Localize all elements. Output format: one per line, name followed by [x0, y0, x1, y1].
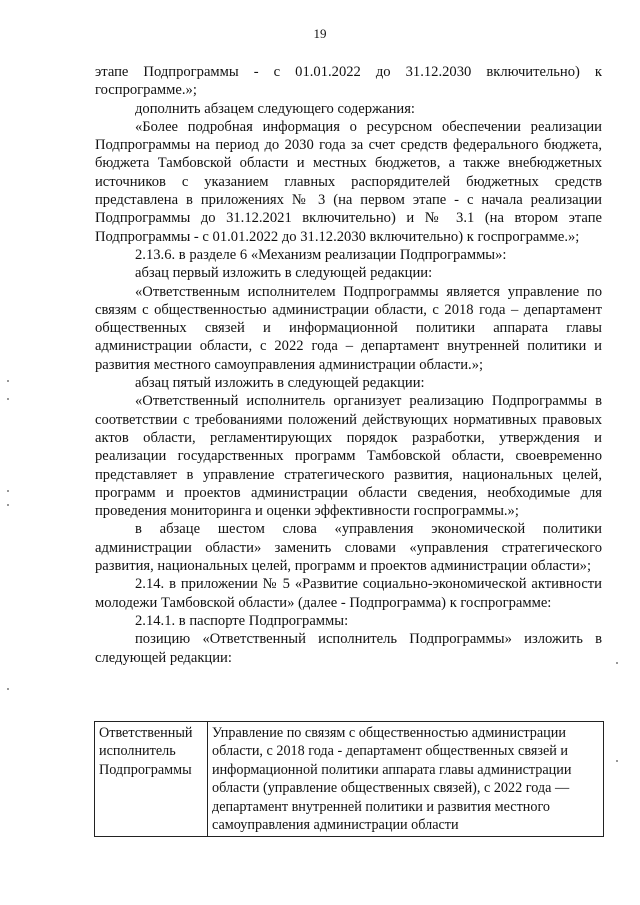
paragraph-8: «Ответственный исполнитель организует реализацию Подпрограммы в соответствии с требованиями положений действующих нормативных правовых актов области, регламентирующих порядок разработки, утверждения и реализации государственных программ Тамбовской области, своевременно представляет в управление стратегического развития, национальных целей, программ и проектов администрации области сведения, необходимые для проведения мониторинга и оценки эффективности госпрограммы.»;	[95, 393, 602, 520]
paragraph-1: этапе Подпрограммы - с 01.01.2022 до 31.12.2030 включительно) к госпрограмме.»;	[95, 64, 602, 99]
paragraph-9: в абзаце шестом слова «управления экономической политики администрации области» заменить словами «управления стратегического развития, национальных целей, программ и проектов администрации области»;	[95, 521, 602, 575]
paragraph-4: 2.13.6. в разделе 6 «Механизм реализации Подпрограммы»:	[135, 246, 507, 263]
paragraph-7: абзац пятый изложить в следующей редакции:	[135, 375, 425, 392]
table-label-cell: Ответственный исполнитель Подпрограммы	[95, 722, 208, 837]
margin-speck	[7, 398, 9, 400]
margin-speck	[7, 504, 9, 506]
margin-speck	[616, 760, 618, 762]
margin-speck	[7, 490, 9, 492]
table-value-cell: Управление по связям с общественностью администрации области, с 2018 года - департамент общественных связей и информационной политики аппарата главы администрации области (управление общественных связей), с 2022 года — департамент внутренней политики и развития местного самоуправления администрации области	[208, 722, 604, 837]
paragraph-3: «Более подробная информация о ресурсном обеспечении реализации Подпрограммы на период до 2030 года за счет средств федерального бюджета, бюджета Тамбовской области и местных бюджетов, а также внебюджетных источников с указанием главных распорядителей бюджетных средств представлена в приложениях № 3 (на первом этапе - с начала реализации Подпрограммы до 31.12.2021 включительно) и № 3.1 (на втором этапе Подпрограммы - с 01.01.2022 до 31.12.2030 включительно) к госпрограмме.»;	[95, 118, 602, 245]
table-row	[95, 722, 604, 837]
paragraph-12: позицию «Ответственный исполнитель Подпрограммы» изложить в следующей редакции:	[95, 631, 602, 666]
paragraph-6: «Ответственным исполнителем Подпрограммы является управление по связям с общественностью администрации области, с 2018 года – департамент общественных связей и информационной политики аппарата главы администрации области, с 2022 года – департамент внутренней политики и развития местного самоуправления администрации области.»;	[95, 283, 602, 373]
passport-table	[94, 721, 604, 837]
document-body	[95, 63, 602, 667]
margin-speck	[7, 688, 9, 690]
margin-speck	[7, 380, 9, 382]
paragraph-11: 2.14.1. в паспорте Подпрограммы:	[135, 612, 349, 629]
paragraph-10: 2.14. в приложении № 5 «Развитие социально-экономической активности молодежи Тамбовской области» (далее - Подпрограмма) к госпрограмме:	[95, 576, 602, 611]
margin-speck	[616, 662, 618, 664]
page-number: 19	[313, 26, 327, 41]
paragraph-2: дополнить абзацем следующего содержания:	[135, 100, 415, 117]
paragraph-5: абзац первый изложить в следующей редакции:	[135, 265, 433, 282]
